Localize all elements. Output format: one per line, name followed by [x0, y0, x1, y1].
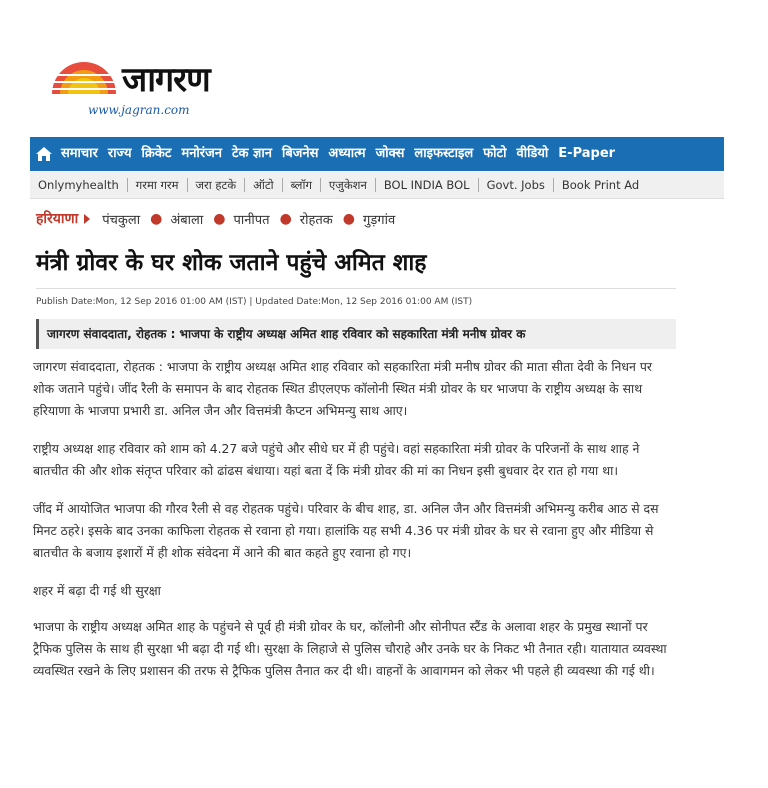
breadcrumb — [36, 209, 405, 228]
subnav-item-bol-india-bol[interactable]: BOL INDIA BOL — [376, 178, 479, 192]
logo-url[interactable]: www.jagran.com — [88, 103, 190, 117]
subnav-item-jara-hatke[interactable]: जरा हटके — [188, 178, 246, 192]
article-body — [33, 356, 671, 698]
nav-item-samachar[interactable]: समाचार — [61, 146, 98, 161]
bullet-icon: ● — [213, 210, 226, 227]
jagran-logo[interactable] — [50, 55, 240, 125]
nav-item-adhyatm[interactable]: अध्यात्म — [328, 146, 366, 161]
nav-item-video[interactable]: वीडियो — [516, 146, 549, 161]
breadcrumb-arrow-icon — [84, 214, 90, 224]
article-dateline: Publish Date:Mon, 12 Sep 2016 01:00 AM (IST) | Updated Date:Mon, 12 Sep 2016 01:00 AM (IST) — [36, 297, 473, 307]
nav-item-cricket[interactable]: क्रिकेट — [141, 146, 172, 161]
nav-item-manoranjan[interactable]: मनोरंजन — [181, 146, 222, 161]
sun-logo-icon — [50, 60, 118, 94]
subnav-item-govt-jobs[interactable]: Govt. Jobs — [479, 178, 554, 192]
nav-item-photo[interactable]: फोटो — [483, 146, 507, 161]
nav-item-lifestyle[interactable]: लाइफस्टाइल — [414, 146, 474, 161]
article-headline: मंत्री ग्रोवर के घर शोक जताने पहुंचे अमित शाह — [36, 250, 427, 276]
sub-nav — [30, 172, 724, 199]
article-lead-box — [36, 319, 676, 349]
subnav-item-auto[interactable]: ऑटो — [245, 178, 283, 192]
breadcrumb-city[interactable]: अंबाला — [170, 212, 204, 228]
article-lead: जागरण संवाददाता, रोहतक : भाजपा के राष्ट्रीय अध्यक्ष अमित शाह रविवार को सहकारिता मंत्री मनीष ग्रोवर क — [47, 327, 526, 341]
article-paragraph: जागरण संवाददाता, रोहतक : भाजपा के राष्ट्रीय अध्यक्ष अमित शाह रविवार को सहकारिता मंत्री मनीष ग्रोवर की माता सीता देवी के निधन पर शोक जताने पहुंचे। जींद रैली के समापन के बाद रोहतक स्थित डीएलएफ कॉलोनी स्थित मंत्री ग्रोवर के घर भाजपा के राष्ट्रीय अध्यक्ष के साथ हरियाणा के भाजपा प्रभारी डा. अनिल जैन और वित्तमंत्री कैप्टन अभिमन्यु साथ आए। — [33, 359, 652, 418]
breadcrumb-city[interactable]: पानीपत — [233, 212, 270, 228]
subnav-item-book-print-ad[interactable]: Book Print Ad — [561, 178, 640, 192]
nav-item-tech[interactable]: टेक ज्ञान — [231, 146, 272, 161]
nav-item-epaper[interactable]: E-Paper — [558, 146, 616, 161]
subnav-item-garma-garam[interactable]: गरमा गरम — [128, 178, 188, 192]
article-paragraph: जींद में आयोजित भाजपा की गौरव रैली से वह रोहतक पहुंचे। परिवार के बीच शाह, डा. अनिल जैन और वित्तमंत्री अभिमन्यु करीब आठ से दस मिनट ठहरे। इसके बाद उनका काफिला रोहतक से रवाना हो गया। हालांकि यह सभी 4.36 पर मंत्री ग्रोवर के घर से रवाना हुए और मीडिया से बातचीत के बजाय इशारों में ही शोक संवेदना में आने की बात कहते हुए रवाना हो गए। — [33, 501, 659, 560]
article-subhead: शहर में बढ़ा दी गई थी सुरक्षा — [33, 583, 161, 598]
breadcrumb-city[interactable]: पंचकुला — [102, 212, 141, 228]
logo-name: जागरण — [122, 60, 210, 100]
article-paragraph: राष्ट्रीय अध्यक्ष शाह रविवार को शाम को 4.27 बजे पहुंचे और सीधे घर में ही पहुंचे। वहां सहकारिता मंत्री ग्रोवर के परिजनों के साथ शाह ने बातचीत की और शोक संतृप्त परिवार को ढांढस बंधाया। यहां बता दें कि मंत्री ग्रोवर की मां का निधन इसी बुधवार देर रात हो गया था। — [33, 441, 640, 478]
subnav-item-education[interactable]: एजुकेशन — [321, 178, 376, 192]
subnav-item-blog[interactable]: ब्लॉग — [283, 178, 321, 192]
nav-item-jokes[interactable]: जोक्स — [375, 146, 405, 161]
divider — [36, 288, 676, 289]
nav-item-rajya[interactable]: राज्य — [107, 146, 132, 161]
main-nav — [30, 137, 724, 171]
breadcrumb-city[interactable]: रोहतक — [299, 212, 333, 228]
home-icon[interactable] — [32, 137, 56, 171]
article-paragraph: भाजपा के राष्ट्रीय अध्यक्ष अमित शाह के पहुंचने से पूर्व ही मंत्री ग्रोवर के घर, कॉलोनी और सोनीपत स्टैंड के अलावा शहर के प्रमुख स्थानों पर ट्रैफिक पुलिस के साथ ही सुरक्षा भी बढ़ा दी गई थी। सुरक्षा के लिहाजे से पुलिस चौराहे और उनके घर के निकट भी तैनात रही। यातायात व्यवस्था व्यवस्थित रखने के लिए प्रशासन की तरफ से ट्रैफिक पुलिस तैनात कर दी थी। वाहनों के आवागमन को लेकर भी पहले ही व्यवस्था की गई थी। — [33, 619, 667, 678]
bullet-icon: ● — [342, 210, 355, 227]
nav-item-business[interactable]: बिजनेस — [281, 146, 319, 161]
breadcrumb-city[interactable]: गुड़गांव — [363, 212, 396, 228]
bullet-icon: ● — [279, 210, 292, 227]
subnav-item-onlymyhealth[interactable]: Onlymyhealth — [30, 178, 128, 192]
breadcrumb-state[interactable]: हरियाणा — [36, 211, 79, 227]
bullet-icon: ● — [150, 210, 163, 227]
